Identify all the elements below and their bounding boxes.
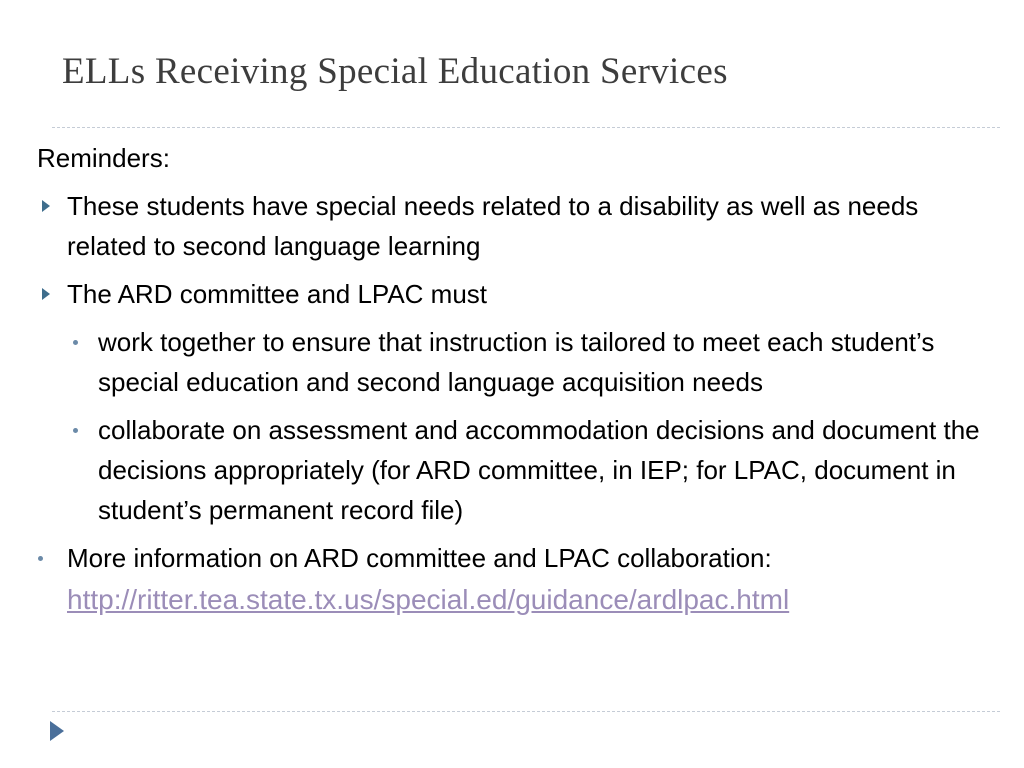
bullet-item-1 bbox=[37, 186, 987, 266]
sub-bullet-item-2 bbox=[37, 410, 987, 530]
slide-content bbox=[37, 138, 987, 620]
dot-bullet-icon bbox=[73, 340, 78, 345]
top-divider bbox=[52, 127, 1000, 128]
bullet-item-3 bbox=[37, 538, 987, 620]
sub-bullet-text: work together to ensure that instruction is tailored to meet each student’s special education and second language acquisition needs bbox=[98, 327, 935, 397]
slide-title: ELLs Receiving Special Education Services bbox=[62, 51, 728, 92]
triangle-bullet-icon bbox=[42, 200, 50, 212]
reminders-heading: Reminders: bbox=[37, 143, 170, 173]
bottom-divider bbox=[52, 711, 1000, 712]
sub-bullet-text: collaborate on assessment and accommodation decisions and document the decisions appropriately (for ARD committee, in IEP; for LPAC, document in student’s permanent record file) bbox=[98, 415, 980, 525]
bullet-text: These students have special needs related to a disability as well as needs related to second language learning bbox=[67, 191, 919, 261]
bullet-text: The ARD committee and LPAC must bbox=[67, 279, 488, 309]
sub-bullet-item-1 bbox=[37, 322, 987, 402]
dot-bullet-icon bbox=[38, 556, 43, 561]
play-triangle-icon[interactable] bbox=[50, 721, 64, 741]
triangle-bullet-icon bbox=[42, 288, 50, 300]
ardlpac-guidance-link[interactable]: http://ritter.tea.state.tx.us/special.ed/guidance/ardlpac.html bbox=[67, 584, 790, 615]
dot-bullet-icon bbox=[73, 428, 78, 433]
bullet-item-2 bbox=[37, 274, 987, 314]
bullet-text: More information on ARD committee and LPAC collaboration: bbox=[67, 543, 772, 573]
